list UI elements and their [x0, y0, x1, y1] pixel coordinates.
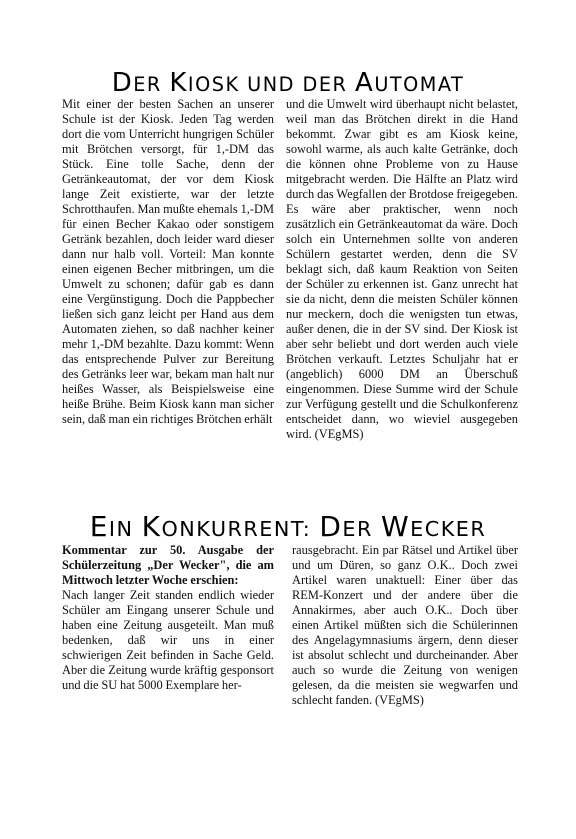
title-initial: D	[319, 510, 343, 543]
article-2-title	[0, 510, 576, 543]
title-part: UTOMAT	[374, 73, 465, 96]
title-initial: W	[380, 510, 411, 543]
article-2-text-left: Nach langer Zeit standen endlich wieder Schüler am Eingang unserer Schule und haben eine Zeitung ausgeteilt. Man muß bedenken, daß wir uns in einer schwierigen Zeit befinden in Sache Geld. Aber die Zeitung wurde kräftig gesponsort und die SU hat 5000 Exemplare her-	[62, 588, 274, 692]
article-2-lead: Kommentar zur 50. Ausgabe der Schülerzeitung „Der Wecker", die am Mittwoch letzter Woche erschien:	[62, 543, 274, 587]
title-part: ER	[342, 517, 381, 541]
article-2-column-right	[292, 543, 518, 708]
article-1-signature: (VEgMS)	[314, 427, 364, 441]
title-part: ECKER	[410, 517, 487, 541]
article-2-text-right: rausgebracht. Ein par Rätsel und Artikel über und um Düren, so ganz O.K.. Doch zwei Artikel waren unaktuell: Einer über das REM-Konzert und der andere über die Annakirmes, aber auch O.K.. Doch über einen Artikel müßten sich die Schülerinnen des Angelagymnasiums ärgern, denn dieser ist absolut schlecht und durcheinander. Aber auch so wurde die Zeitung von wenigen gelesen, da die meisten sie wegwarfen und schlecht fanden.	[292, 543, 518, 707]
article-2-signature: (VEgMS)	[375, 693, 424, 707]
title-part: ONKURRENT:	[161, 517, 320, 541]
article-2-column-left	[62, 543, 274, 708]
title-initial: A	[355, 68, 375, 98]
title-part: IOSK UND DER	[187, 73, 356, 96]
title-part: ER	[133, 73, 170, 96]
article-2-body	[62, 543, 518, 708]
article-1-title	[0, 68, 576, 98]
title-initial: E	[89, 510, 109, 543]
title-part: IN	[108, 517, 142, 541]
article-1-column-right	[286, 97, 518, 442]
article-1-body	[62, 97, 518, 442]
title-initial: K	[169, 68, 188, 98]
title-initial: K	[141, 510, 162, 543]
article-1-text-right: und die Umwelt wird überhaupt nicht belastet, weil man das Brötchen direkt in die Hand bekommt. Zwar gibt es am Kiosk keine, sowohl warme, als auch kalte Getränke, doch die können ohne Probleme von zu Hause mitgebracht werden. Die Hälfte an Platz wird durch das Wegfallen der Brotdose freigegeben. Es wäre aber praktischer, wenn noch zusätzlich ein Getränkeautomat da wäre. Doch solch ein Unternehmen sollte von anderen Schülern gestartet werden, denn die SV beklagt sich, daß kaum Reaktion von Seiten der Schüler zu erkennen ist. Ganz unrecht hat sie da nicht, denn die meisten Schüler können nur meckern, doch die wenigsten tun etwas, außer denen, die in der SV sind. Der Kiosk ist aber sehr beliebt und dort werden auch viele Brötchen verkauft. Letztes Schuljahr hat er (angeblich) 6000 DM an Überschuß eingenommen. Diese Summe wird der Schule zur Verfügung gestellt und die Schulkonferenz entscheidet dann, wo wieviel ausgegeben wird.	[286, 97, 518, 441]
title-initial: D	[111, 68, 134, 98]
article-1-column-left	[62, 97, 274, 442]
article-1-text-left: Mit einer der besten Sachen an unserer Schule ist der Kiosk. Jeden Tag werden dort die vom Unterricht hungrigen Schüler mit Brötchen versorgt, für 1,-DM das Stück. Eine tolle Sache, denn der Getränkeautomat, der vor dem Kiosk lange Zeit existierte, war der letzte Schrotthaufen. Man mußte ehemals 1,-DM für einen Becher Kakao oder sonstigem Getränk bezahlen, doch leider ward dieser dann nur halb voll. Vorteil: Man konnte einen eigenen Becher mitbringen, um die Umwelt zu schonen; dafür gab es dann eine Vergünstigung. Doch die Pappbecher ließen sich ganz leicht per Hand aus dem Automaten ziehen, so daß nachher keiner mehr 1,-DM bezahlte. Dazu kommt: Wenn das entsprechende Pulver zur Bereitung des Getränks leer war, bekam man halt nur heißes Wasser, als Beispielsweise eine heiße Brühe. Beim Kiosk kann man sicher sein, daß man ein richtiges Brötchen erhält	[62, 97, 274, 426]
